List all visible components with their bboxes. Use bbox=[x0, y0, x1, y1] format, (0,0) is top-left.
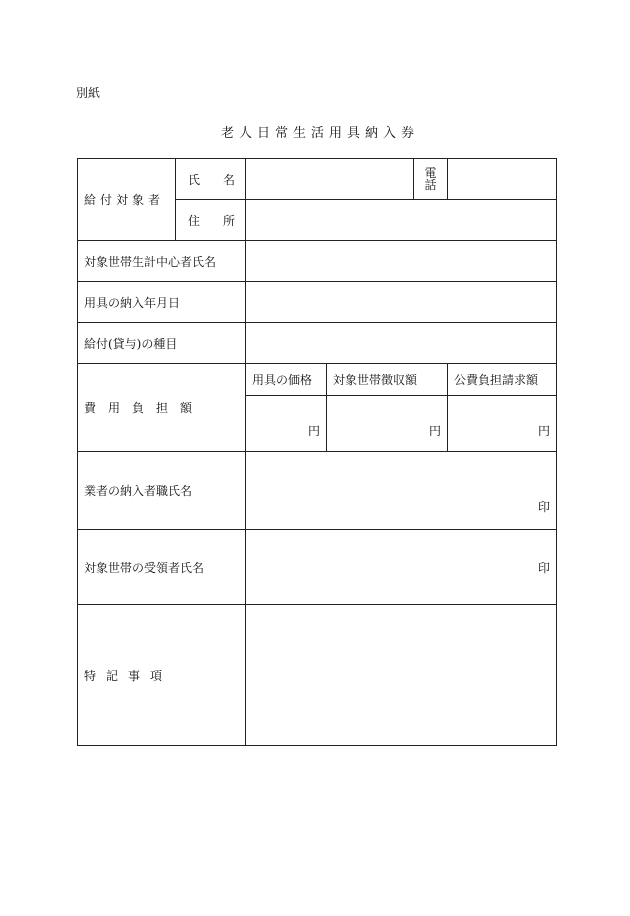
document-title: 老人日常生活用具納入券 bbox=[220, 126, 419, 141]
annex-label: 別紙 bbox=[76, 86, 101, 100]
receiver-label: 対象世帯の受領者氏名 bbox=[84, 560, 205, 575]
remarks-label: 特記事項 bbox=[84, 668, 173, 683]
household-head-field[interactable] bbox=[246, 241, 557, 282]
cost-label: 費用負担額 bbox=[84, 401, 205, 415]
name-label-cell bbox=[176, 159, 246, 200]
phone-field[interactable] bbox=[448, 159, 557, 200]
benefit-type-field[interactable] bbox=[246, 323, 557, 364]
benefit-type-label-cell bbox=[78, 323, 246, 364]
seal-mark: 印 bbox=[537, 500, 550, 514]
address-field[interactable] bbox=[246, 200, 557, 241]
household-charge-field[interactable] bbox=[327, 396, 448, 452]
tool-price-field[interactable] bbox=[246, 396, 327, 452]
vendor-label: 業者の納入者職氏名 bbox=[84, 484, 193, 498]
vendor-label-cell bbox=[78, 452, 246, 530]
vendor-field[interactable] bbox=[246, 452, 557, 530]
remarks-label-cell bbox=[78, 605, 246, 746]
cost-column-header bbox=[246, 364, 327, 396]
cost-column-header bbox=[448, 364, 557, 396]
benefit-type-label: 給付(貸与)の種目 bbox=[84, 336, 178, 351]
phone-label-part-2: 話 bbox=[424, 178, 437, 192]
cost-label-cell bbox=[78, 364, 246, 452]
phone-label-part-1: 電 bbox=[424, 166, 437, 180]
name-field[interactable] bbox=[246, 159, 414, 200]
yen-unit: 円 bbox=[537, 424, 550, 438]
receiver-field[interactable] bbox=[246, 530, 557, 605]
name-label-part-1: 氏 bbox=[188, 172, 201, 187]
cost-column-header bbox=[327, 364, 448, 396]
delivery-date-label: 用具の納入年月日 bbox=[84, 295, 181, 310]
delivery-date-field[interactable] bbox=[246, 282, 557, 323]
tool-price-header: 用具の価格 bbox=[252, 373, 313, 387]
receiver-label-cell bbox=[78, 530, 246, 605]
seal-mark: 印 bbox=[537, 560, 550, 575]
recipient-label-cell bbox=[78, 159, 176, 241]
household-head-label-cell bbox=[78, 241, 246, 282]
household-head-label: 対象世帯生計中心者氏名 bbox=[84, 254, 217, 269]
remarks-field[interactable] bbox=[246, 605, 557, 746]
household-charge-header: 対象世帯徴収額 bbox=[333, 373, 418, 387]
phone-label-cell bbox=[414, 159, 448, 200]
address-label-part-2: 所 bbox=[222, 213, 235, 228]
delivery-date-label-cell bbox=[78, 282, 246, 323]
yen-unit: 円 bbox=[428, 424, 441, 438]
address-label-part-1: 住 bbox=[188, 213, 201, 228]
public-charge-header: 公費負担請求額 bbox=[454, 373, 539, 387]
recipient-label: 給付対象者 bbox=[84, 193, 165, 207]
name-label-part-2: 名 bbox=[222, 172, 235, 187]
delivery-voucher-form bbox=[77, 158, 557, 746]
yen-unit: 円 bbox=[307, 424, 320, 438]
address-label-cell bbox=[176, 200, 246, 241]
public-charge-field[interactable] bbox=[448, 396, 557, 452]
